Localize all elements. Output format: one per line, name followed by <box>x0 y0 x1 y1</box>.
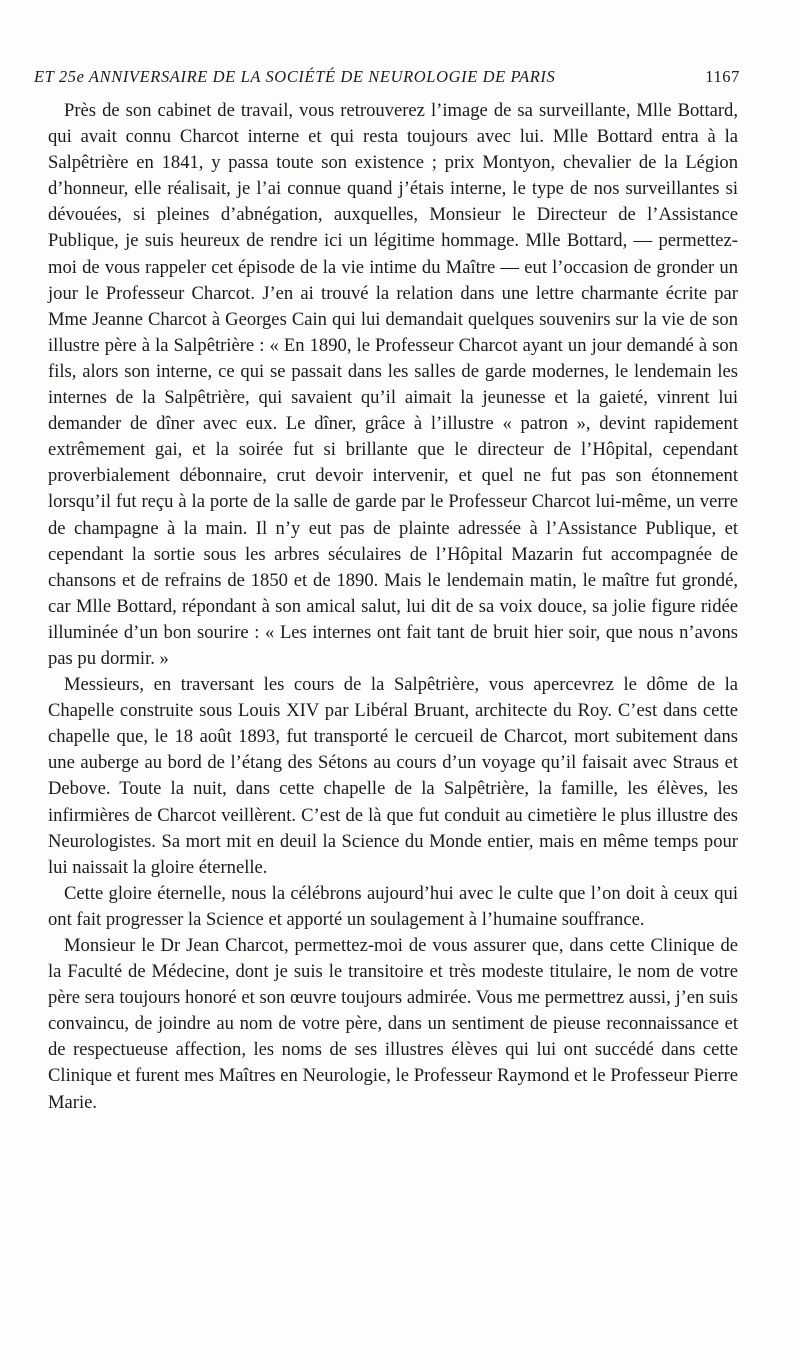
paragraph-dedication: Monsieur le Dr Jean Charcot, permettez-moi de vous assurer que, dans cette Clinique de la Faculté de Médecine, dont je suis le transitoire et très modeste titulaire, le nom de votre père sera toujours honoré et son œuvre toujours admirée. Vous me permettrez aussi, j’en suis convaincu, de joindre au nom de votre père, dans un sentiment de pieuse reconnaissance et de respectueuse affection, les noms de ses illustres élèves qui lui ont succédé dans cette Clinique et furent mes Maîtres en Neurologie, le Professeur Raymond et le Professeur Pierre Marie. <box>48 935 738 1113</box>
body-text <box>48 98 738 1116</box>
running-title: ET 25e ANNIVERSAIRE DE LA SOCIÉTÉ DE NEUROLOGIE DE PARIS <box>34 67 556 86</box>
paragraph-chapelle: Messieurs, en traversant les cours de la Salpêtrière, vous apercevrez le dôme de la Chapelle construite sous Louis XIV par Libéral Bruant, architecte du Roy. C’est dans cette chapelle que, le 18 août 1893, fut transporté le cercueil de Charcot, mort subitement dans une auberge au bord de l’étang des Sétons au cours d’un voyage qu’il faisait avec Straus et Debove. Toute la nuit, dans cette chapelle de la Salpêtrière, la famille, les élèves, les infirmières de Charcot veillèrent. C’est de là que fut conduit au cimetière le plus illustre des Neurologistes. Sa mort mit en deuil la Science du Monde entier, mais en même temps pour lui naissait la gloire éternelle. <box>48 674 738 878</box>
running-header <box>34 66 740 88</box>
paragraph-gloire: Cette gloire éternelle, nous la célébrons aujourd’hui avec le culte que l’on doit à ceux qui ont fait progresser la Science et apporté un soulagement à l’humaine souffrance. <box>48 882 738 930</box>
page-number: 1167 <box>705 67 740 86</box>
paragraph-bottard-anecdote: Près de son cabinet de travail, vous retrouverez l’image de sa surveillante, Mlle Bottard, qui avait connu Charcot interne et qui resta toujours avec lui. Mlle Bottard entra à la Salpêtrière en 1841, y passa toute son existence ; prix Montyon, chevalier de la Légion d’honneur, elle réalisait, je l’ai connue quand j’étais interne, le type de nos surveillantes si dévouées, si pleines d’abnégation, auxquelles, Monsieur le Directeur de l’Assistance Publique, je suis heureux de rendre ici un légitime hommage. Mlle Bottard, — permettez-moi de vous rappeler cet épisode de la vie intime du Maître — eut l’occasion de gronder un jour le Professeur Charcot. J’en ai trouvé la relation dans une lettre charmante écrite par Mme Jeanne Charcot à Georges Cain qui lui demandait quelques souvenirs sur la vie de son illustre père à la Salpêtrière : « En 1890, le Professeur Charcot ayant un jour demandé à son fils, alors son interne, ce qui se passait dans les salles de garde modernes, le lendemain les internes de la Salpêtrière, qui savaient qu’il aimait la jeunesse et la gaieté, vinrent lui demander de dîner avec eux. Le dîner, grâce à l’illustre « patron », devint rapidement extrêmement gai, et la soirée fut si brillante que le directeur de l’Hôpital, cependant proverbialement débonnaire, crut devoir intervenir, et quel ne fut pas son étonnement lorsqu’il fut reçu à la porte de la salle de garde par le Professeur Charcot lui-même, un verre de champagne à la main. Il n’y eut pas de plainte adressée à l’Assistance Publique, et cependant la sortie sous les arbres séculaires de l’Hôpital Mazarin fut accompagnée de chansons et de refrains de 1850 et de 1890. Mais le lendemain matin, le maître fut grondé, car Mlle Bottard, répondant à son amical salut, lui dit de sa voix douce, sa jolie figure ridée illuminée d’un bon sourire : « Les internes ont fait tant de bruit hier soir, que nous n’avons pas pu dormir. » <box>48 100 738 669</box>
